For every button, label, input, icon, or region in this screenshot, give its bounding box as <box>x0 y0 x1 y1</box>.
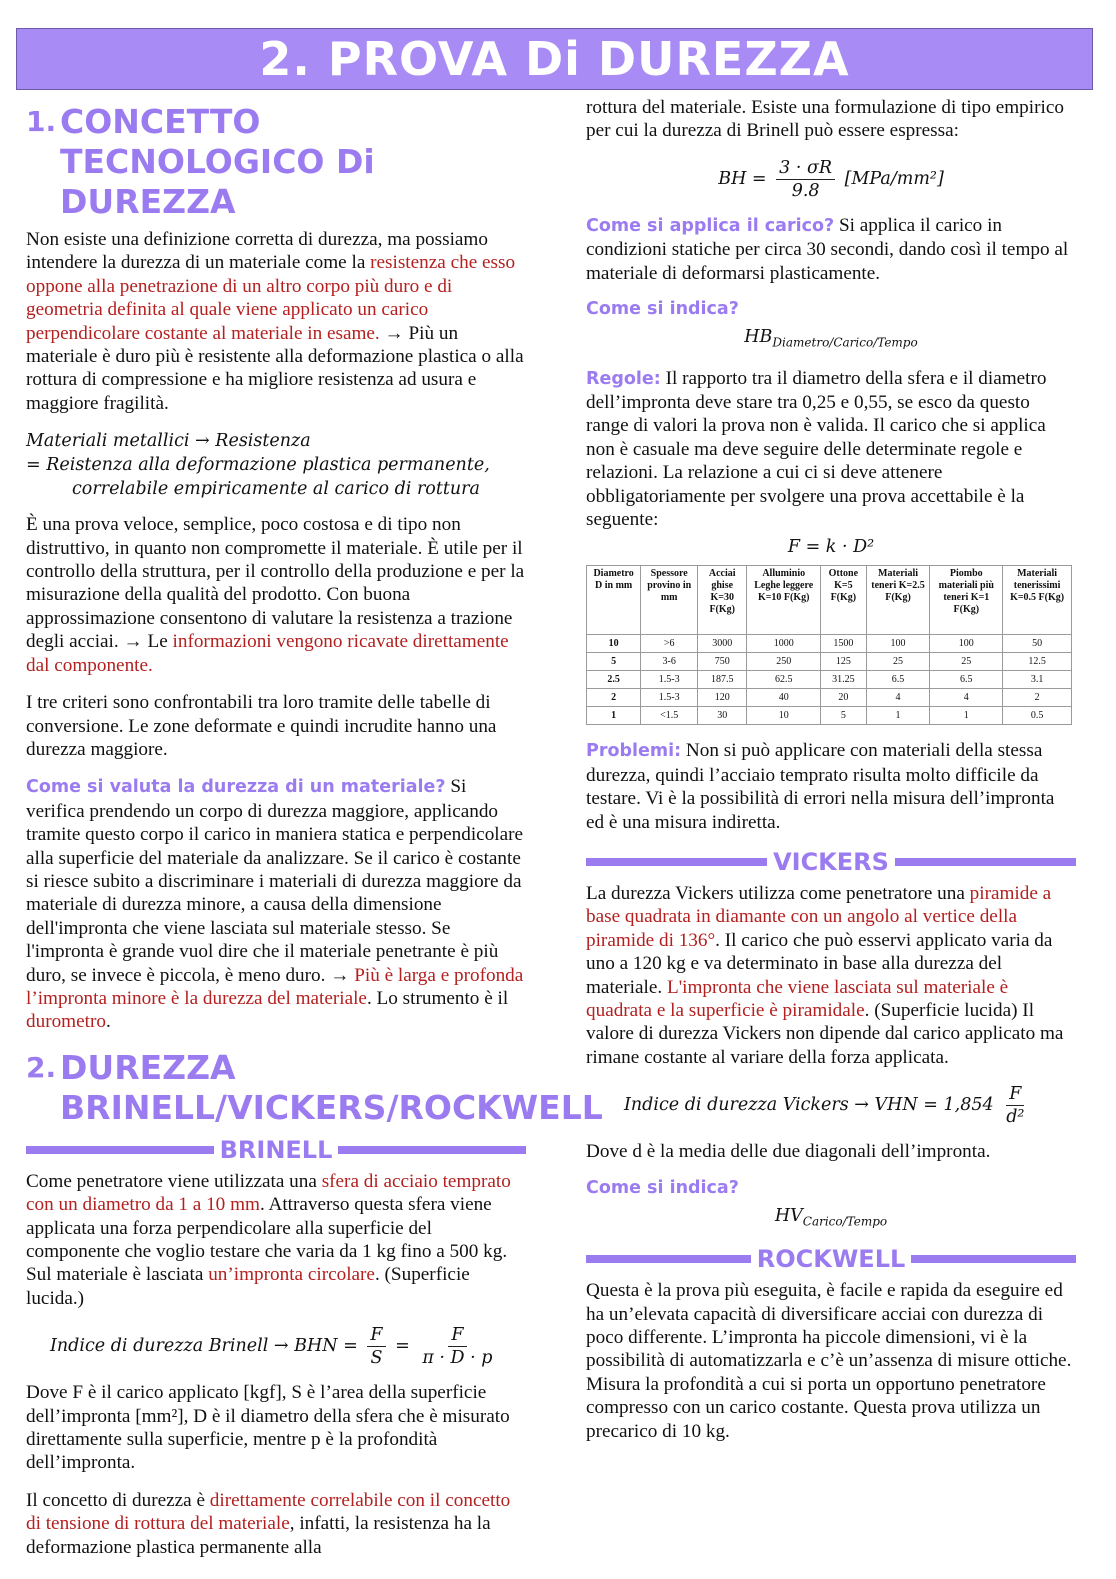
section-2-number: 2. <box>26 1050 57 1084</box>
highlight-text: resistenza che esso oppone alla penetrazione di un altro corpo più duro e di geometria definita al quale viene applicato un carico perpendicolare costante al materiale in esame. <box>26 252 516 344</box>
question-label: Come si indica? <box>586 299 739 320</box>
load-paragraph <box>586 214 1076 285</box>
relation-formula: F = k · D² <box>787 537 875 558</box>
hv-notation <box>586 1204 1076 1234</box>
table-cell: 187.5 <box>698 671 747 689</box>
table-cell: 2 <box>1003 689 1072 707</box>
table-cell: 100 <box>930 635 1003 653</box>
rules-label: Regole: <box>586 368 661 389</box>
notation-subscript: Carico/Tempo <box>802 1214 888 1229</box>
table-cell: 25 <box>866 653 930 671</box>
text: Il rapporto tra il diametro della sfera e il diametro dell’impronta deve stare tra 0,25 e 0,55, se esco da questo range di valori la prova non è valida. Il carico che si applica non è casuale ma deve seguire delle determinate regole e relazioni. La relazione a cui ci si deve attenere obbligatoriamente per svolgere una prova accettabile è la seguente: <box>586 367 1047 530</box>
table-cell: 5 <box>821 707 866 725</box>
title-banner <box>16 28 1093 90</box>
text: Non si può applicare con materiali della stessa durezza, quindi l’acciaio temprato risulta molto difficile da testare. Vi è la possibilità di errori nella misura dell’impronta ed è una misura indiretta. <box>586 740 1055 833</box>
highlight-text: Più è larga e profonda l’impronta minore è la durezza del materiale <box>26 964 524 1009</box>
highlight-text: durometro <box>26 1011 106 1033</box>
numerator: F <box>448 1324 466 1347</box>
question-label: Come si applica il carico? <box>586 215 835 236</box>
table-cell: 50 <box>1003 635 1072 653</box>
table-cell: 3000 <box>698 635 747 653</box>
text: . <box>105 1011 111 1033</box>
text: → Più un materiale è duro più è resistente alla deformazione plastica o alla rottura di compressione e ha migliore resistenza ad usura e maggiore fragilità. <box>26 322 524 414</box>
vickers-formula <box>624 1083 1076 1128</box>
highlight-text: un’impronta circolare <box>208 1264 375 1286</box>
vickers-diagonal-paragraph: Dove d è la media delle due diagonali dell’impronta. <box>586 1141 991 1163</box>
right-column <box>586 96 1076 1457</box>
text: . (Superficie lucida) Il valore di durezza Vickers non dipende dal carico applicato ma rimane costante al variare della forza applicata. <box>586 1000 1064 1068</box>
rockwell-divider <box>586 1245 1076 1273</box>
table-header-cell: Ottone K=5 F(Kg) <box>821 566 866 635</box>
section-1-number: 1. <box>26 105 57 138</box>
table-cell: 3-6 <box>641 653 698 671</box>
table-header-row <box>587 566 1072 635</box>
text: Si verifica prendendo un corpo di durezza maggiore, applicando tramite questo corpo il carico in maniera statica e perpendicolare alla superficie del materiale da analizzare. Se il carico è costante si riesce subito a discriminare i materiali di durezza maggiore da materiale di durezza minore, a causa della dimensione dell'impronta che viene lasciata sul materiale stesso. Se l'impronta è grande vuol dire che il materiale penetrante è più duro, se invece è piccola, è meno duro. → <box>26 776 524 986</box>
hb-notation <box>586 325 1076 355</box>
table-row <box>587 653 1072 671</box>
formula-line: Materiali metallici → Resistenza <box>26 431 311 452</box>
numerator: F <box>367 1324 385 1347</box>
table-header-cell: Alluminio Leghe leggere K=10 F(Kg) <box>747 566 821 635</box>
fraction <box>776 157 835 202</box>
formula-label: Indice di durezza Vickers → VHN = 1,854 <box>624 1095 994 1116</box>
divider-bar <box>911 1255 1076 1263</box>
rockwell-heading: ROCKWELL <box>756 1245 906 1274</box>
question-label: Come si valuta la durezza di un materiale? <box>26 777 446 798</box>
table-cell: 2 <box>587 689 641 707</box>
table-cell: 1 <box>866 707 930 725</box>
table-cell: 250 <box>747 653 821 671</box>
table-cell: 30 <box>698 707 747 725</box>
text: Si applica il carico in condizioni statiche per circa 30 secondi, dando così il tempo al materiale di deformarsi plasticamente. <box>586 214 1069 284</box>
table-cell: 4 <box>866 689 930 707</box>
formula-lhs: BH = <box>718 168 767 189</box>
table-cell: 1500 <box>821 635 866 653</box>
text: È una prova veloce, semplice, poco costosa e di tipo non distruttivo, in quanto non compromette il materiale. È utile per il controllo della struttura, per il controllo della produzione e per la misurazione della qualità del prodotto. Con buona approssimazione consentono di valutare la resistenza a trazione degli acciai. → Le <box>26 514 525 653</box>
table-header-cell: Materiali tenerissimi K=0.5 F(Kg) <box>1003 566 1072 635</box>
test-features-paragraph <box>26 513 526 677</box>
table-cell: 2.5 <box>587 671 641 689</box>
fraction <box>1003 1083 1027 1128</box>
table-cell: 12.5 <box>1003 653 1072 671</box>
divider-bar <box>26 1146 214 1154</box>
divider-bar <box>338 1146 526 1154</box>
rockwell-paragraph-1: Questa è la prova più eseguita, è facile e rapida da eseguire ed ha un’elevata capacità di diversificare acciai con durezza di poco differente. L’impronta ha piccole dimensioni, vi è la possibilità di automatizzarla e c’è un’assenza di misure ottiche. <box>586 1280 1072 1372</box>
table-cell: 100 <box>866 635 930 653</box>
brinell-correlation-paragraph-end: rottura del materiale. Esiste una formulazione di tipo empirico per cui la durezza di Brinell può essere espressa: <box>586 97 1064 142</box>
text: . Lo strumento è il <box>366 987 509 1009</box>
fraction <box>419 1324 495 1369</box>
table-cell: 0.5 <box>1003 707 1072 725</box>
section-2-heading <box>26 1047 603 1128</box>
table-cell: 10 <box>747 707 821 725</box>
brinell-correlation-paragraph-start <box>26 1489 526 1559</box>
formula-line: = Reistenza alla deformazione plastica permanente, <box>26 455 490 476</box>
table-row <box>587 707 1072 725</box>
table-row <box>587 671 1072 689</box>
notation-subscript: Diametro/Carico/Tempo <box>772 335 918 350</box>
brinell-heading: BRINELL <box>219 1135 333 1164</box>
text: Il concetto di durezza è <box>26 1489 210 1511</box>
divider-bar <box>586 1255 751 1263</box>
highlight-text: informazioni vengono ricavate direttamente dal componente. <box>26 631 509 676</box>
table-row <box>587 635 1072 653</box>
divider-bar <box>895 858 1076 866</box>
text: . Attraverso questa sfera viene applicata una forza perpendicolare alla superficie del componente che voglio testare che varia da 1 kg fino a 500 kg. Sul materiale è lasciata <box>26 1194 508 1286</box>
left-column <box>26 96 603 1573</box>
highlight-text: L'impronta che viene lasciata sul materiale è quadrata e la superficie è piramidale <box>586 976 1009 1022</box>
brinell-variables-paragraph: Dove F è il carico applicato [kgf], S è l’area della superficie dell’impronta [mm²], D è il diametro della sfera che è misurato direttamente sulla superficie, mentre p è la profondità dell’impronta. <box>26 1382 510 1474</box>
table-body <box>587 635 1072 725</box>
table-header-cell: Piombo materiali più teneri K=1 F(Kg) <box>930 566 1003 635</box>
question-label: Come si indica? <box>586 1177 739 1198</box>
rules-paragraph <box>586 367 1076 532</box>
table-cell: 62.5 <box>747 671 821 689</box>
table-cell: 125 <box>821 653 866 671</box>
text: . (Superficie lucida.) <box>26 1264 470 1309</box>
conversion-paragraph: I tre criteri sono confrontabili tra loro tramite delle tabelle di conversione. Le zone deformate e quindi incrudite hanno una durezza maggiore. <box>26 692 497 760</box>
section-1-title: CONCETTO TECNOLOGICO Di DUREZZA <box>60 102 375 221</box>
brinell-load-table <box>586 565 1072 725</box>
denominator: d² <box>1006 1107 1025 1128</box>
notation: HV <box>774 1205 803 1226</box>
denominator: S <box>370 1348 383 1369</box>
formula-line: correlabile empiricamente al carico di rottura <box>72 479 480 500</box>
brinell-intro-paragraph <box>26 1170 526 1310</box>
fraction <box>367 1324 385 1369</box>
table-cell: 5 <box>587 653 641 671</box>
table-cell: 4 <box>930 689 1003 707</box>
denominator: π · D · p <box>422 1348 493 1369</box>
table-cell: 1.5-3 <box>641 689 698 707</box>
table-cell: 1000 <box>747 635 821 653</box>
table-cell: >6 <box>641 635 698 653</box>
vickers-paragraph <box>586 882 1076 1069</box>
text: Non esiste una definizione corretta di durezza, ma possiamo intendere la durezza di un materiale come la <box>26 229 488 274</box>
rockwell-paragraph-2: Misura la profondità a cui si porta un opportuno penetratore compresso con un carico costante. Questa prova utilizza un precarico di 10 kg. <box>586 1373 1046 1442</box>
table-row <box>587 689 1072 707</box>
text: La durezza Vickers utilizza come penetratore una <box>586 883 970 904</box>
table-cell: 1 <box>930 707 1003 725</box>
table-cell: 1 <box>587 707 641 725</box>
brinell-divider <box>26 1136 526 1164</box>
table-header-cell: Acciai ghise K=30 F(Kg) <box>698 566 747 635</box>
denominator: 9.8 <box>791 180 820 201</box>
table-header-cell: Materiali teneri K=2.5 F(Kg) <box>866 566 930 635</box>
page-title: 2. PROVA Di DUREZZA <box>259 32 850 86</box>
table-cell: <1.5 <box>641 707 698 725</box>
formula-unit: [MPa/mm²] <box>844 168 944 189</box>
notation: HB <box>744 327 773 348</box>
brinell-formula: Indice di durezza Brinell → BHN = $\frac{F}{S}$ = $\frac{F}{\pi \cdot D \cdot p}$ <box>50 1324 526 1369</box>
highlight-text: sfera di acciaio temprato con un diametro da 1 a 10 mm <box>26 1170 511 1216</box>
highlight-text: direttamente correlabile con il concetto di tensione di rottura del materiale <box>26 1489 511 1535</box>
table-cell: 40 <box>747 689 821 707</box>
divider-bar <box>586 858 767 866</box>
table-cell: 6.5 <box>866 671 930 689</box>
table-cell: 750 <box>698 653 747 671</box>
evaluation-paragraph <box>26 775 526 1033</box>
vickers-heading: VICKERS <box>773 848 889 876</box>
table-cell: 6.5 <box>930 671 1003 689</box>
table-header-cell: Spessore provino in mm <box>641 566 698 635</box>
table-cell: 10 <box>587 635 641 653</box>
section-2-title: DUREZZA BRINELL/VICKERS/ROCKWELL <box>60 1047 603 1127</box>
table-header-cell: Diametro D in mm <box>587 566 641 635</box>
definition-paragraph <box>26 228 526 415</box>
problems-paragraph <box>586 739 1076 834</box>
table-cell: 3.1 <box>1003 671 1072 689</box>
highlight-text: piramide a base quadrata in diamante con un angolo al vertice della piramide di 136° <box>586 883 1052 951</box>
table-cell: 1.5-3 <box>641 671 698 689</box>
table-cell: 120 <box>698 689 747 707</box>
bh-formula <box>586 157 1076 202</box>
numerator: 3 · σR <box>776 157 835 180</box>
table-cell: 25 <box>930 653 1003 671</box>
numerator: F <box>1006 1083 1024 1106</box>
table-cell: 31.25 <box>821 671 866 689</box>
text: , infatti, la resistenza ha la deformazione plastica permanente alla <box>26 1513 491 1558</box>
problems-label: Problemi: <box>586 741 682 762</box>
text: . Il carico che può esservi applicato varia da uno a 120 kg e va determinato in base alla durezza del materiale. <box>586 929 1053 998</box>
vickers-divider <box>586 848 1076 876</box>
text: Come penetratore viene utilizzata una <box>26 1170 322 1192</box>
formula-label: Indice di durezza Brinell → BHN = <box>50 1336 358 1357</box>
resistance-formula <box>26 429 526 501</box>
table-cell: 20 <box>821 689 866 707</box>
section-1-heading <box>26 102 526 222</box>
